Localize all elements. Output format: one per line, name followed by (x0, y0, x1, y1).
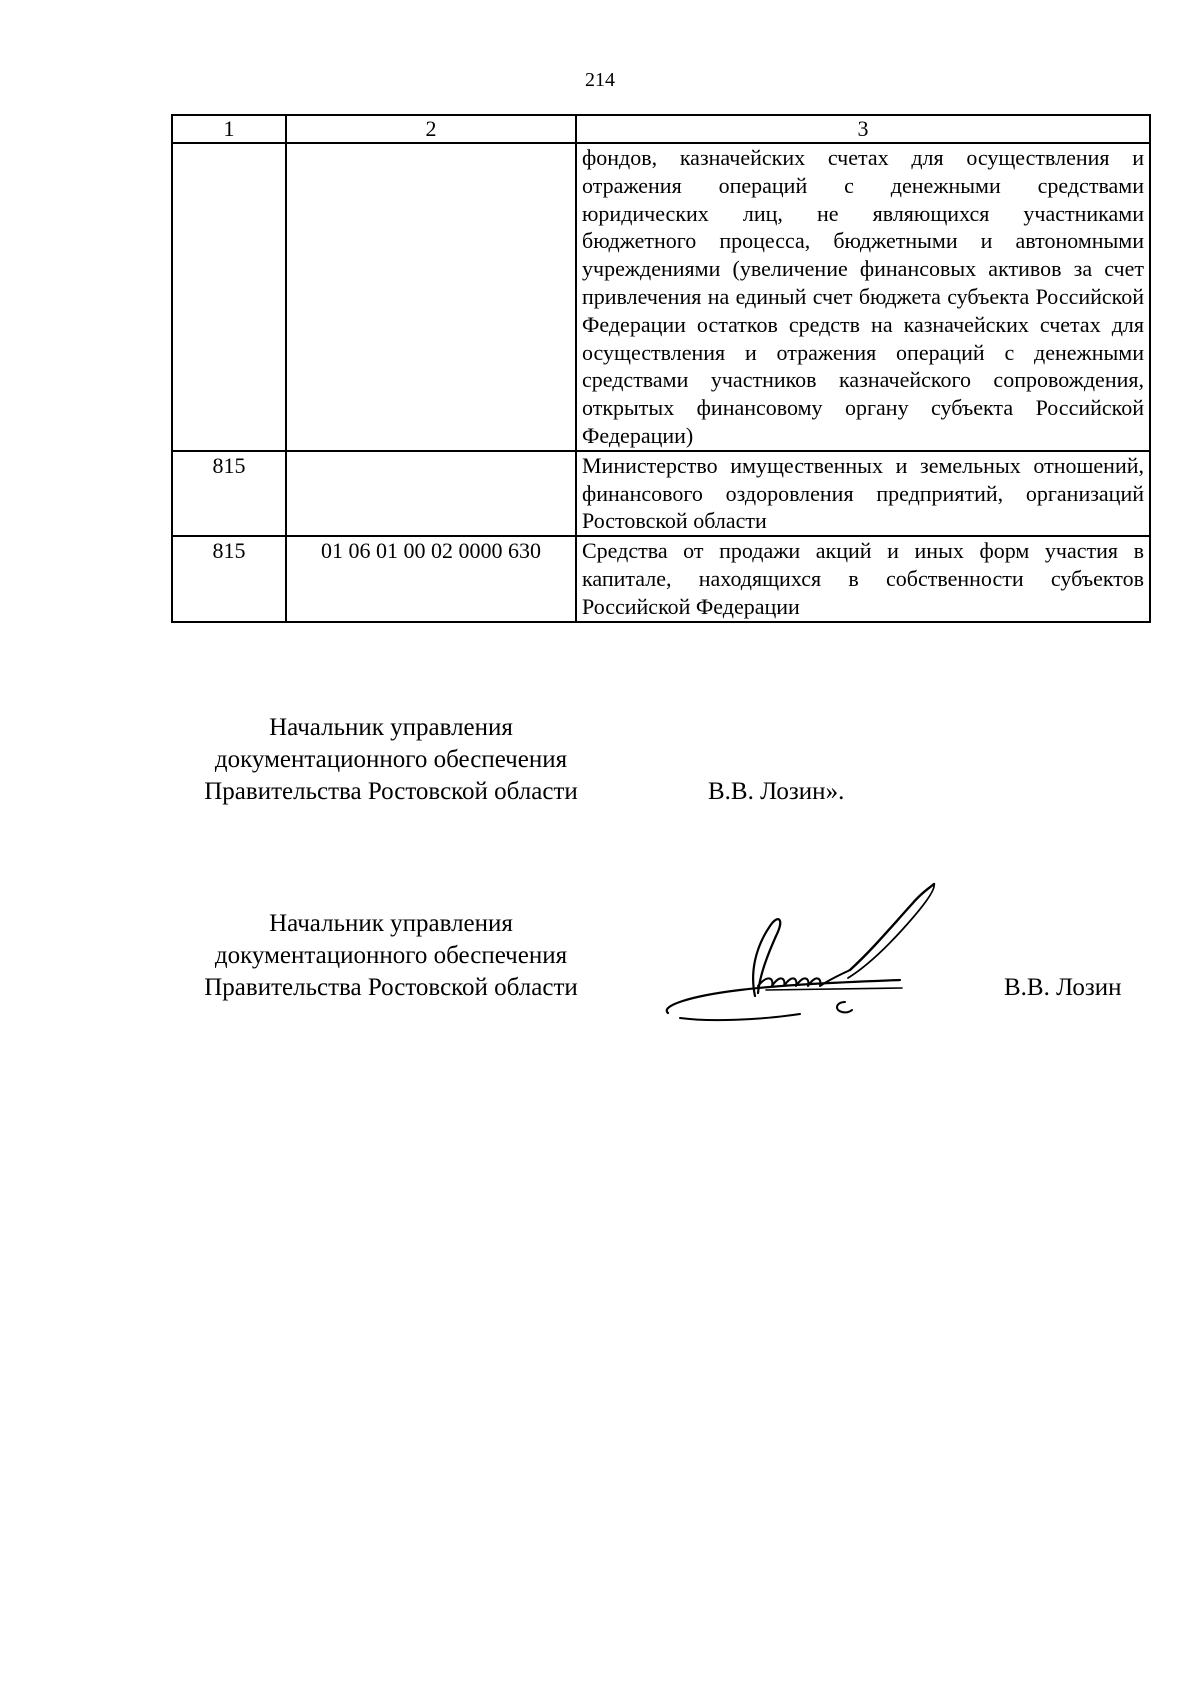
table-header-row (172, 115, 1150, 143)
signatory-title-2 (171, 908, 611, 1004)
signatory-title-line: документационного обеспечения (214, 746, 568, 773)
signatory-title-line: документационного обеспечения (214, 942, 568, 969)
signatory-name-1: В.В. Лозин». (708, 778, 845, 805)
table-header-cell: 2 (286, 115, 576, 143)
description-cell: Министерство имущественных и земельных отношений, финансового оздоровления предприятий, организаций Ростовской области (576, 451, 1150, 536)
source-code-cell: 01 06 01 00 02 0000 630 (286, 536, 576, 621)
source-code-cell (286, 451, 576, 536)
admin-code-cell (172, 143, 286, 451)
signatory-title-line: Начальник управления (269, 910, 513, 937)
admin-code-cell: 815 (172, 451, 286, 536)
page-number: 214 (585, 69, 615, 91)
admin-code-cell: 815 (172, 536, 286, 621)
description-cell: фондов, казначейских счетах для осуществления и отражения операций с денежными средствами юридических лиц, не являющихся участниками бюджетного процесса, бюджетными и автономными учреждениями (увеличение финансовых активов за счет привлечения на единый счет бюджета субъекта Российской Федерации остатков средств на казначейских счетах для осуществления и отражения операций с денежными средствами участников казначейского сопровождения, открытых финансовому органу субъекта Российской Федерации) (576, 143, 1150, 451)
signatory-name-2: В.В. Лозин (1004, 974, 1122, 1001)
table-row (172, 451, 1150, 536)
signatory-title-1 (171, 712, 611, 808)
table-header-cell: 3 (576, 115, 1150, 143)
table-header-cell: 1 (172, 115, 286, 143)
description-cell: Средства от продажи акций и иных форм участия в капитале, находящихся в собственности субъектов Российской Федерации (576, 536, 1150, 621)
signatory-title-line: Начальник управления (269, 714, 513, 741)
signatory-title-line: Правительства Ростовской области (204, 778, 578, 805)
budget-codes-table (171, 114, 1151, 623)
source-code-cell (286, 143, 576, 451)
table-row (172, 536, 1150, 621)
handwritten-signature (650, 878, 990, 1028)
signatory-title-line: Правительства Ростовской области (204, 974, 578, 1001)
table-row (172, 143, 1150, 451)
